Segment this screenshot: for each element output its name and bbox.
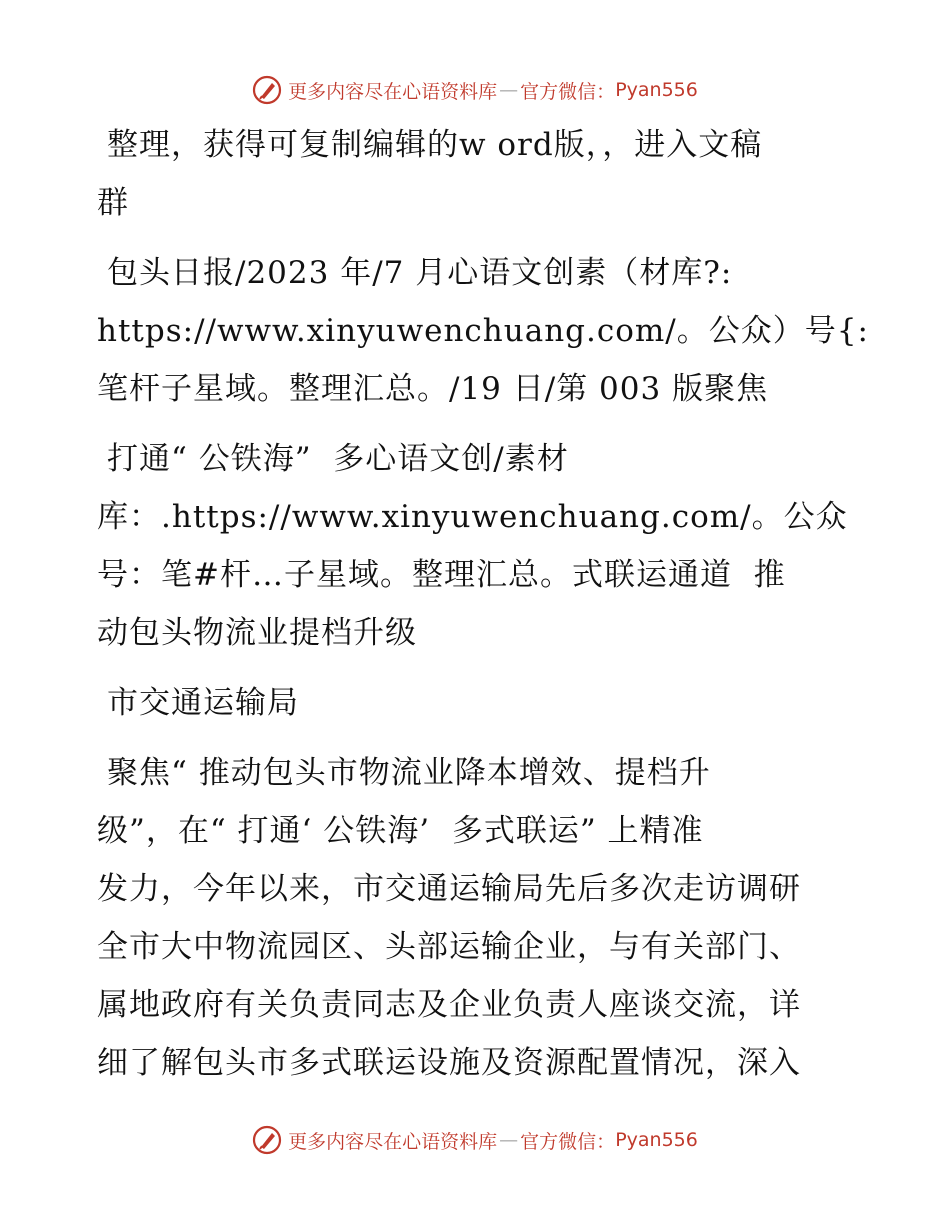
text-line: 市交通运输局 [107,685,299,721]
paragraph [97,674,857,732]
brand-wechat-label: 官方微信： [520,1130,616,1153]
paragraph [97,244,869,418]
text-line: 发力，今年以来，市交通运输局先后多次走访调研 [97,871,801,907]
paragraph [97,430,857,662]
text-line: 整理，获得可复制编辑的w ord版，，进入文稿 [107,127,763,163]
header-brand-banner [0,70,950,110]
brand-slogan: 更多内容尽在心语资料库 [288,1130,498,1153]
text-line: 笔杆子星域。整理汇总。/19 日/第 003 版聚焦 [97,371,769,407]
text-line: 属地政府有关负责同志及企业负责人座谈交流，详 [97,987,801,1023]
document-body [97,116,869,1092]
text-line: https://www.xinyuwenchuang.com/。公众）号{: [97,313,869,349]
brand-slogan: 更多内容尽在心语资料库 [288,80,498,103]
quill-logo-icon [252,75,282,105]
text-line: 级”，在“ 打通‘ 公铁海’ 多式联运” 上精准 [97,813,704,849]
paragraph [97,744,857,1092]
brand-wechat-id: Pyan556 [615,1129,698,1151]
text-line: 聚焦“ 推动包头市物流业降本增效、提档升 [107,755,711,791]
text-line: 细了解包头市多式联运设施及资源配置情况，深入 [97,1045,801,1081]
text-line: 打通“ 公铁海” 多心语文创/素材 [107,441,569,477]
quill-logo-icon [252,1125,282,1155]
text-line: 号：笔#杆…子星域。整理汇总。式联运通道 推 [97,557,786,593]
brand-separator: — [499,79,519,101]
text-line: 全市大中物流园区、头部运输企业，与有关部门、 [97,929,801,965]
brand-separator: — [499,1129,519,1151]
brand-wechat-id: Pyan556 [615,79,698,101]
text-line: 群 [97,185,129,221]
paragraph [97,116,857,232]
text-line: 库：.https://www.xinyuwenchuang.com/。公众 [97,499,848,535]
brand-wechat-label: 官方微信： [520,80,616,103]
footer-brand-banner [0,1120,950,1160]
text-line: 包头日报/2023 年/7 月心语文创素（材库?: [107,255,733,291]
text-line: 动包头物流业提档升级 [97,615,417,651]
